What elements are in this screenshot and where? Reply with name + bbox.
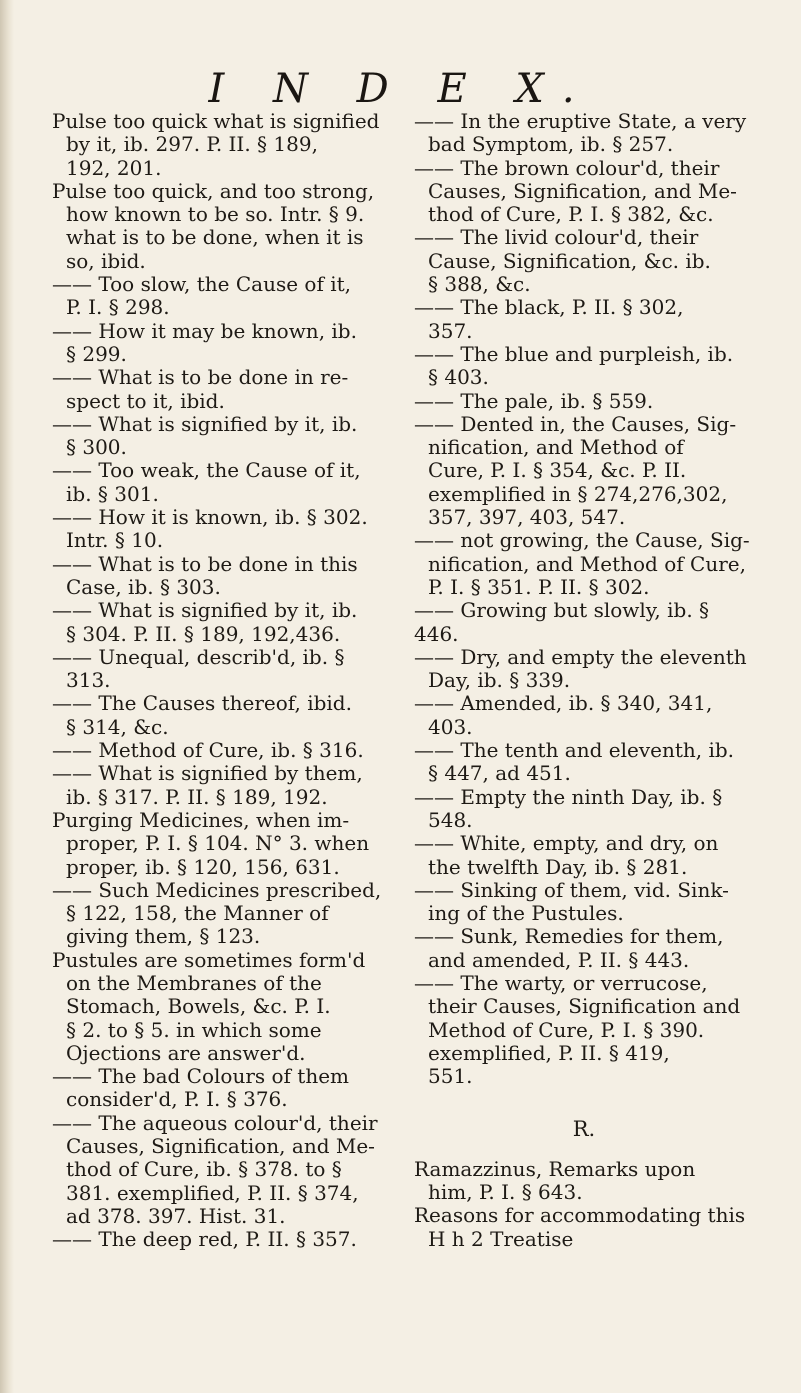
index-entry-line: § 388, &c.: [428, 272, 531, 297]
index-entry-line: giving them, § 123.: [66, 924, 261, 949]
index-entry: [52, 739, 382, 762]
index-entry: [52, 949, 382, 1065]
index-entry-line: Method of Cure, P. I. § 390.: [428, 1017, 705, 1042]
index-entry-line: Reasons for accommodating this: [414, 1203, 746, 1228]
index-entry-line: —— The brown colour'd, their: [414, 155, 720, 180]
index-entry-line: Causes, Signification, and Me-: [428, 178, 737, 203]
index-entry-line: —— The black, P. II. § 302,: [414, 295, 684, 320]
index-entry-line: —— How it is known, ib. § 302.: [52, 505, 368, 530]
index-entry-line: Cause, Signification, &c. ib.: [428, 248, 711, 273]
index-entry-line: Pulse too quick what is signified: [52, 109, 380, 133]
index-entry-line: nification, and Method of: [428, 435, 684, 460]
index-entry-line: so, ibid.: [66, 248, 146, 273]
index-entry-line: Ramazzinus, Remarks upon: [414, 1156, 696, 1181]
section-letter: R.: [572, 1117, 596, 1142]
index-entry: [414, 226, 754, 296]
index-entry-line: —— Growing but slowly, ib. § 446.: [414, 598, 710, 646]
index-entry-line: § 403.: [428, 365, 489, 390]
index-entry-line: how known to be so. Intr. § 9.: [66, 202, 365, 227]
index-entry: [414, 832, 754, 879]
index-entry: [52, 273, 382, 320]
index-entry: [52, 1065, 382, 1112]
index-entry-line: —— Method of Cure, ib. § 316.: [52, 738, 364, 763]
index-entry-line: P. I. § 351. P. II. § 302.: [428, 574, 650, 599]
index-entry-line: 551.: [428, 1064, 473, 1089]
index-entry: [414, 646, 754, 693]
index-entry-line: —— The tenth and eleventh, ib.: [414, 738, 735, 763]
index-entry-line: —— The blue and purpleish, ib.: [414, 341, 734, 366]
index-entry-line: 357, 397, 403, 547.: [428, 505, 626, 530]
index-entry: [414, 739, 754, 786]
index-entry-line: —— The bad Colours of them: [52, 1064, 350, 1089]
page-binding-shadow: [0, 0, 14, 1393]
index-entry-line: ib. § 317. P. II. § 189, 192.: [66, 784, 328, 809]
index-entry-line: their Causes, Signification and: [428, 994, 741, 1019]
index-entry: [414, 343, 754, 390]
index-entry-line: him, P. I. § 643.: [428, 1180, 583, 1205]
index-entry-line: —— What is signified by it, ib.: [52, 598, 358, 623]
index-entry-line: —— Dented in, the Causes, Sig-: [414, 411, 737, 436]
index-entry-line: thod of Cure, ib. § 378. to §: [66, 1157, 342, 1182]
index-entry-line: —— Amended, ib. § 340, 341,: [414, 691, 713, 716]
index-entry-line: exemplified, P. II. § 419,: [428, 1040, 670, 1065]
index-entry: [52, 553, 382, 600]
index-entry-line: bad Symptom, ib. § 257.: [428, 132, 674, 157]
index-entry: [52, 320, 382, 367]
index-entry: [414, 529, 754, 599]
index-entry-line: —— What is to be done in re-: [52, 365, 349, 390]
index-entry-line: on the Membranes of the: [66, 970, 322, 995]
index-entry-line: proper, ib. § 120, 156, 631.: [66, 854, 340, 879]
index-entry-line: Case, ib. § 303.: [66, 574, 221, 599]
index-entry: [414, 413, 754, 529]
index-entry-line: Cure, P. I. § 354, &c. P. II.: [428, 458, 687, 483]
index-entry-line: Ojections are answer'd.: [66, 1040, 306, 1065]
index-entry: [414, 599, 754, 646]
index-entry: [52, 762, 382, 809]
index-entry: [414, 390, 754, 413]
index-entry-line: Pustules are sometimes form'd: [52, 947, 366, 972]
index-entry-line: —— Dry, and empty the eleventh: [414, 644, 747, 669]
index-entry-line: and amended, P. II. § 443.: [428, 947, 690, 972]
index-entry-line: what is to be done, when it is: [66, 225, 364, 250]
index-entry-line: 192, 201.: [66, 155, 162, 180]
index-entry-line: —— How it may be known, ib.: [52, 318, 357, 343]
index-entry-line: —— What is to be done in this: [52, 551, 358, 576]
index-entry-line: —— The livid colour'd, their: [414, 225, 699, 250]
index-entry-line: § 300.: [66, 435, 127, 460]
index-entry-line: § 314, &c.: [66, 714, 169, 739]
index-entry: [414, 110, 754, 157]
index-entry-line: —— What is signified by them,: [52, 761, 363, 786]
index-entry-line: —— The aqueous colour'd, their: [52, 1110, 378, 1135]
index-entry-line: —— The deep red, P. II. § 357.: [52, 1227, 357, 1252]
index-entry: [52, 110, 382, 180]
index-entry: [414, 692, 754, 739]
index-entry-line: spect to it, ibid.: [66, 388, 225, 413]
index-entry-line: nification, and Method of Cure,: [428, 551, 746, 576]
running-head: I N D E X.: [208, 66, 593, 112]
index-entry-line: 548.: [428, 807, 473, 832]
index-entry-line: —— not growing, the Cause, Sig-: [414, 528, 750, 553]
index-entry-line: § 2. to § 5. in which some: [66, 1017, 322, 1042]
index-entry: [414, 879, 754, 926]
index-entry: [414, 296, 754, 343]
left-column: [52, 110, 382, 1252]
index-entry-line: § 299.: [66, 341, 127, 366]
index-entry: [52, 646, 382, 693]
index-entry-line: —— Too slow, the Cause of it,: [52, 272, 352, 297]
index-entry: [414, 786, 754, 833]
index-entry-line: —— The warty, or verrucose,: [414, 970, 708, 995]
index-entry-line: consider'd, P. I. § 376.: [66, 1087, 288, 1112]
index-entry-line: exemplified in § 274,276,302,: [428, 481, 728, 506]
index-entry: [52, 366, 382, 413]
index-entry-line: thod of Cure, P. I. § 382, &c.: [428, 202, 714, 227]
index-entry-line: —— Too weak, the Cause of it,: [52, 458, 361, 483]
index-entry-line: the twelfth Day, ib. § 281.: [428, 854, 688, 879]
index-entry: [52, 599, 382, 646]
index-entry: [52, 1112, 382, 1228]
index-entry-line: ib. § 301.: [66, 481, 159, 506]
index-entry-line: 313.: [66, 668, 111, 693]
index-entry-line: Intr. § 10.: [66, 528, 164, 553]
index-entry-line: ing of the Pustules.: [428, 901, 624, 926]
index-entry-line: P. I. § 298.: [66, 295, 170, 320]
index-entry-line: H h 2 Treatise: [428, 1226, 574, 1251]
index-entry: [52, 692, 382, 739]
right-column: [414, 110, 754, 1251]
index-entry-line: 381. exemplified, P. II. § 374,: [66, 1180, 359, 1205]
index-entry-line: 357.: [428, 318, 473, 343]
index-entry-line: —— The pale, ib. § 559.: [414, 388, 654, 413]
index-entry: [52, 1228, 382, 1251]
index-entry-line: Day, ib. § 339.: [428, 668, 571, 693]
index-entry-line: —— What is signified by it, ib.: [52, 411, 358, 436]
index-entry-line: Causes, Signification, and Me-: [66, 1134, 375, 1159]
index-entry: [52, 879, 382, 949]
index-entry-line: § 304. P. II. § 189, 192,436.: [66, 621, 341, 646]
index-entry-line: Purging Medicines, when im-: [52, 807, 350, 832]
index-entry: [52, 506, 382, 553]
index-entry-line: § 447, ad 451.: [428, 761, 571, 786]
index-entry: [414, 1204, 754, 1251]
index-entry-line: —— Sunk, Remedies for them,: [414, 924, 724, 949]
index-entry-line: proper, P. I. § 104. N° 3. when: [66, 831, 370, 856]
index-entry-line: —— Empty the ninth Day, ib. §: [414, 784, 723, 809]
index-entry: [414, 157, 754, 227]
index-entry: [52, 413, 382, 460]
index-entry: [52, 459, 382, 506]
index-entry: [414, 972, 754, 1088]
index-entry-line: —— Such Medicines prescribed,: [52, 877, 382, 902]
index-entry-line: § 122, 158, the Manner of: [66, 901, 329, 926]
index-entry-line: —— Sinking of them, vid. Sink-: [414, 877, 729, 902]
index-entry-line: —— Unequal, describ'd, ib. §: [52, 644, 345, 669]
index-entry-line: by it, ib. 297. P. II. § 189,: [66, 132, 318, 157]
index-entry-line: ad 378. 397. Hist. 31.: [66, 1203, 286, 1228]
index-entry-line: Pulse too quick, and too strong,: [52, 178, 375, 203]
index-entry: [52, 809, 382, 879]
index-entry-line: 403.: [428, 714, 473, 739]
index-entry-line: Stomach, Bowels, &c. P. I.: [66, 994, 331, 1019]
index-entry-line: —— White, empty, and dry, on: [414, 831, 719, 856]
index-entry-line: —— In the eruptive State, a very: [414, 109, 747, 133]
index-entry: [414, 925, 754, 972]
index-entry: [52, 180, 382, 273]
index-entry: [414, 1158, 754, 1205]
index-entry-line: —— The Causes thereof, ibid.: [52, 691, 352, 716]
